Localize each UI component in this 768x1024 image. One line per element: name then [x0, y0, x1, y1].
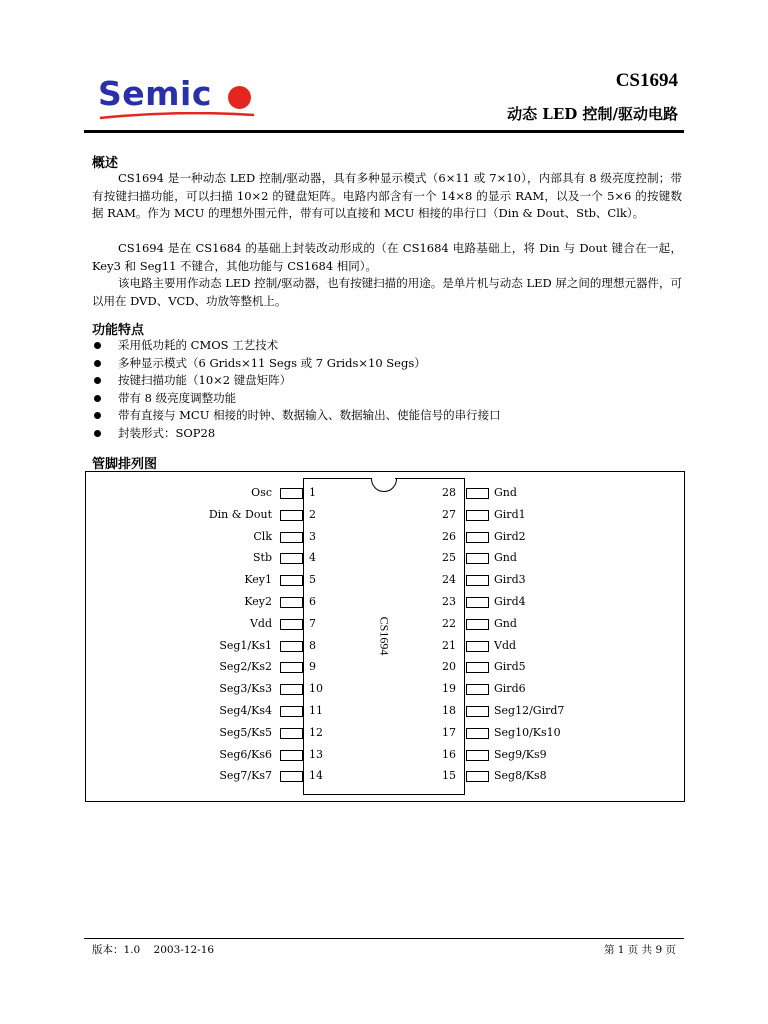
pin-number: 3: [309, 529, 316, 543]
pin-name: Gird6: [494, 682, 526, 696]
pin-row: [0, 660, 768, 674]
pin-row: [0, 530, 768, 544]
pin-lead: [466, 597, 489, 608]
pin-number: 22: [442, 616, 456, 630]
pin-name: Gnd: [494, 486, 517, 499]
logo-text: Semic: [98, 74, 212, 113]
list-item: 按键扫描功能（10×2 键盘矩阵）: [92, 372, 501, 390]
bullet-icon: [94, 412, 101, 419]
footer-page-number: 第 1 页 共 9 页: [603, 944, 676, 956]
pin-lead: [280, 488, 303, 499]
pin-row: [0, 726, 768, 740]
pin-name: Din & Dout: [208, 507, 272, 521]
pin-name: Seg3/Ks3: [219, 682, 272, 696]
list-item: 带有直接与 MCU 相接的时钟、数据输入、数据输出、使能信号的串行接口: [92, 407, 501, 425]
part-number: CS1694: [615, 70, 678, 91]
pin-name: Seg9/Ks9: [494, 747, 547, 761]
pin-row: [0, 486, 768, 500]
pin-number: 16: [442, 747, 456, 761]
pin-row: [0, 769, 768, 783]
pin-lead: [466, 706, 489, 717]
pin-number: 9: [309, 660, 316, 674]
pin-name: Seg2/Ks2: [219, 660, 272, 674]
features-list: [92, 337, 501, 442]
pin-name: Gnd: [494, 551, 517, 565]
pin-number: 1: [309, 486, 316, 499]
pin-number: 24: [442, 573, 456, 587]
header-rule: [84, 130, 684, 133]
pin-name: Seg8/Ks8: [494, 769, 547, 783]
pin-name: Seg1/Ks1: [219, 638, 272, 652]
pin-row: [0, 704, 768, 718]
footer-rule: [84, 938, 684, 939]
pin-number: 8: [309, 638, 316, 652]
footer-version: 版本：1.0 2003-12-16: [92, 944, 215, 956]
pin-lead: [280, 597, 303, 608]
pin-lead: [280, 728, 303, 739]
pin-lead: [280, 575, 303, 586]
pin-name: Gird2: [494, 529, 526, 543]
pin-row: [0, 748, 768, 762]
pin-lead: [466, 553, 489, 564]
pin-name: Clk: [253, 529, 272, 543]
pin-name: Key1: [244, 573, 272, 587]
pin-name: Seg7/Ks7: [219, 769, 272, 783]
pin-number: 5: [309, 573, 316, 587]
pin-name: Stb: [253, 551, 272, 565]
pin-number: 23: [442, 595, 456, 608]
pin-name: Gnd: [494, 616, 517, 630]
pin-lead: [466, 771, 489, 782]
logo-swoosh-icon: [98, 112, 256, 120]
pin-lead: [466, 641, 489, 652]
pin-number: 27: [442, 507, 456, 521]
semico-logo: [98, 74, 212, 120]
pin-name: Gird4: [494, 595, 526, 608]
pin-lead: [466, 684, 489, 695]
pin-lead: [280, 684, 303, 695]
pin-lead: [280, 641, 303, 652]
overview-heading: 概述: [92, 156, 119, 171]
pin-lead: [466, 575, 489, 586]
list-item: 带有 8 级亮度调整功能: [92, 390, 501, 408]
pin-number: 4: [309, 551, 316, 565]
pin-number: 19: [442, 682, 456, 696]
pin-number: 17: [442, 725, 456, 739]
pin-lead: [280, 553, 303, 564]
pin-name: Seg4/Ks4: [219, 704, 272, 717]
list-item: 采用低功耗的 CMOS 工艺技术: [92, 337, 501, 355]
pin-lead: [280, 771, 303, 782]
pin-number: 26: [442, 529, 456, 543]
bullet-icon: [94, 360, 101, 367]
pin-lead: [466, 728, 489, 739]
pinout-heading: 管脚排列图: [92, 457, 158, 472]
features-heading: 功能特点: [92, 323, 145, 338]
pin-lead: [280, 619, 303, 630]
pin-number: 10: [309, 682, 323, 696]
chip-top-edge: [395, 478, 464, 479]
pin-number: 6: [309, 595, 316, 608]
pin-row: [0, 508, 768, 522]
pin-number: 28: [442, 486, 456, 499]
pin-number: 14: [309, 769, 323, 783]
document-subtitle: 动态 LED 控制/驱动电路: [507, 105, 678, 123]
pin-row: [0, 639, 768, 653]
bullet-icon: [94, 342, 101, 349]
pin-number: 2: [309, 507, 316, 521]
pin-lead: [280, 706, 303, 717]
bullet-icon: [94, 395, 101, 402]
pin-name: Seg12/Gird7: [494, 704, 565, 717]
pin-number: 7: [309, 616, 316, 630]
pin-number: 21: [442, 638, 456, 652]
bullet-icon: [94, 430, 101, 437]
pin-name: Key2: [244, 595, 272, 608]
list-item: 封装形式：SOP28: [92, 425, 501, 443]
pin-name: Vdd: [249, 616, 272, 630]
pin-number: 12: [309, 725, 323, 739]
pin-name: Gird3: [494, 573, 526, 587]
pin-lead: [280, 532, 303, 543]
pin-number: 15: [442, 769, 456, 783]
pin-row: [0, 617, 768, 631]
pin-lead: [466, 532, 489, 543]
pin-lead: [466, 510, 489, 521]
pin-number: 13: [309, 747, 323, 761]
pin-row: [0, 551, 768, 565]
pin-name: Seg5/Ks5: [219, 725, 272, 739]
pin-lead: [466, 662, 489, 673]
pin-lead: [280, 750, 303, 761]
logo-dot-icon: [228, 86, 251, 109]
pin-number: 11: [309, 704, 323, 717]
pin-name: Osc: [251, 486, 272, 499]
overview-paragraph-3: 该电路主要用作动态 LED 控制/驱动器，也有按键扫描的用途。是单片机与动态 LED 屏之间的理想元器件，可以用在 DVD、VCD、功放等整机上。: [92, 276, 682, 308]
pin-row: [0, 573, 768, 587]
chip-top-edge: [303, 478, 371, 479]
pin-lead: [280, 510, 303, 521]
pin-name: Gird5: [494, 660, 526, 674]
overview-paragraph-1: CS1694 是一种动态 LED 控制/驱动器，具有多种显示模式（6×11 或 7×10），内部具有 8 级亮度控制；带有按键扫描功能，可以扫描 10×2 的键盘矩阵。电路内部含有一个 14×8 的显示 RAM，以及一个 5×6 的按键数据 RAM。作为 MCU 的理想外围元件，带有可以直接和 MCU 相接的串行口（Din & Dout、Stb、Clk）。: [92, 171, 682, 220]
pin-name: Seg10/Ks10: [494, 725, 561, 739]
overview-paragraph-2: CS1694 是在 CS1684 的基础上封装改动形成的（在 CS1684 电路基础上，将 Din 与 Dout 键合在一起，Key3 和 Seg11 不键合，其他功能与 CS1684 相同）。: [92, 241, 682, 273]
pin-lead: [466, 750, 489, 761]
pin-row: [0, 595, 768, 609]
pin-name: Seg6/Ks6: [219, 747, 272, 761]
pin-name: Vdd: [494, 638, 517, 652]
pin-number: 18: [442, 704, 456, 717]
pin-lead: [466, 619, 489, 630]
pin-lead: [466, 488, 489, 499]
chip-label: CS1694: [377, 616, 392, 656]
pin-name: Gird1: [494, 507, 526, 521]
pin-number: 25: [442, 551, 456, 565]
list-item: 多种显示模式（6 Grids×11 Segs 或 7 Grids×10 Segs）: [92, 355, 501, 373]
pin-row: [0, 682, 768, 696]
bullet-icon: [94, 377, 101, 384]
pin-lead: [280, 662, 303, 673]
pin-number: 20: [442, 660, 456, 674]
